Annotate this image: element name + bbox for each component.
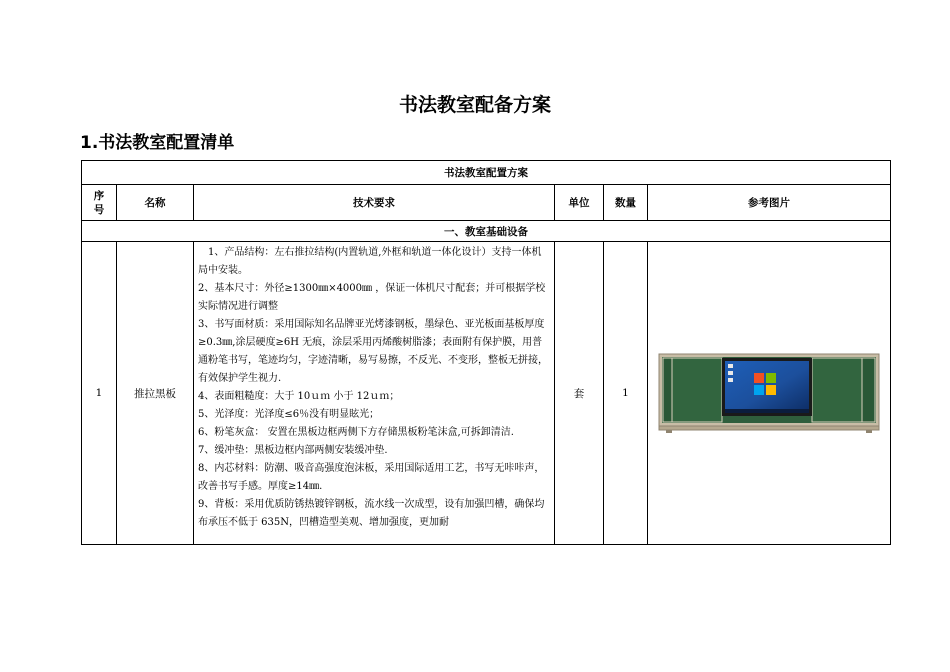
table-row [82, 242, 891, 545]
spec-line: 7、缓冲垫：黑板边框内部两侧安装缓冲垫. [198, 445, 388, 456]
header-image: 参考图片 [648, 185, 891, 221]
item-image-cell [648, 242, 891, 545]
spec-line: 5、光泽度：光泽度≤6％没有明显眩光； [198, 409, 380, 420]
item-spec-text [198, 244, 550, 542]
table-caption-row [82, 161, 891, 185]
category-row [82, 221, 891, 242]
item-unit: 套 [555, 242, 604, 545]
table-caption: 书法教室配置方案 [82, 161, 891, 185]
document-title: 书法教室配备方案 [398, 94, 551, 116]
header-spec: 技术要求 [194, 185, 555, 221]
spec-line: 4、表面粗糙度：大于 10ｕｍ 小于 12ｕｍ； [198, 391, 400, 402]
category-label: 一、教室基础设备 [82, 221, 891, 242]
header-name: 名称 [117, 185, 194, 221]
spec-line: 2、基本尺寸：外径≥1300㎜×4000㎜ ，保证一体机尺寸配套；并可根据学校实际情况进行调整 [198, 283, 546, 312]
spec-line: 3、书写面材质：采用国际知名品牌亚光烤漆钢板，墨绿色、亚光板面基板厚度≥0.3㎜,涂层硬度≥6H 无痕，涂层采用丙烯酸树脂漆；表面附有保护膜，用普通粉笔书写，笔迹均匀，字迹清晰，易写易擦，不反光、不变形，整板无拼接，有效保护学生视力. [198, 319, 548, 384]
header-qty: 数量 [604, 185, 648, 221]
table-header-row [82, 185, 891, 221]
spec-line: 8、内芯材料：防潮、吸音高强度泡沫板，采用国际适用工艺，书写无咔咔声，改善书写手感。厚度≥14㎜. [198, 463, 545, 492]
spec-line: 9、背板：采用优质防锈热镀锌钢板，流水线一次成型，设有加强凹槽，确保均布承压不低于 635N，凹槽造型美观、增加强度，更加耐 [198, 499, 545, 528]
item-qty: 1 [604, 242, 648, 545]
section-heading: 1.书法教室配置清单 [80, 133, 235, 153]
spec-line: 6、粉笔灰盒： 安置在黑板边框两侧下方存储黑板粉笔沫盒,可拆卸清洁. [198, 427, 514, 438]
spec-line: 1、产品结构：左右推拉结构(内置轨道,外框和轨道一体化设计）支持一体机局中安装。 [198, 247, 542, 276]
header-no [82, 185, 117, 221]
blackboard-image [658, 352, 880, 434]
configuration-table [81, 160, 891, 545]
item-no: 1 [82, 242, 117, 545]
header-unit: 单位 [555, 185, 604, 221]
header-no-label: 序号 [93, 189, 105, 216]
item-spec [194, 242, 555, 545]
item-name: 推拉黑板 [117, 242, 194, 545]
